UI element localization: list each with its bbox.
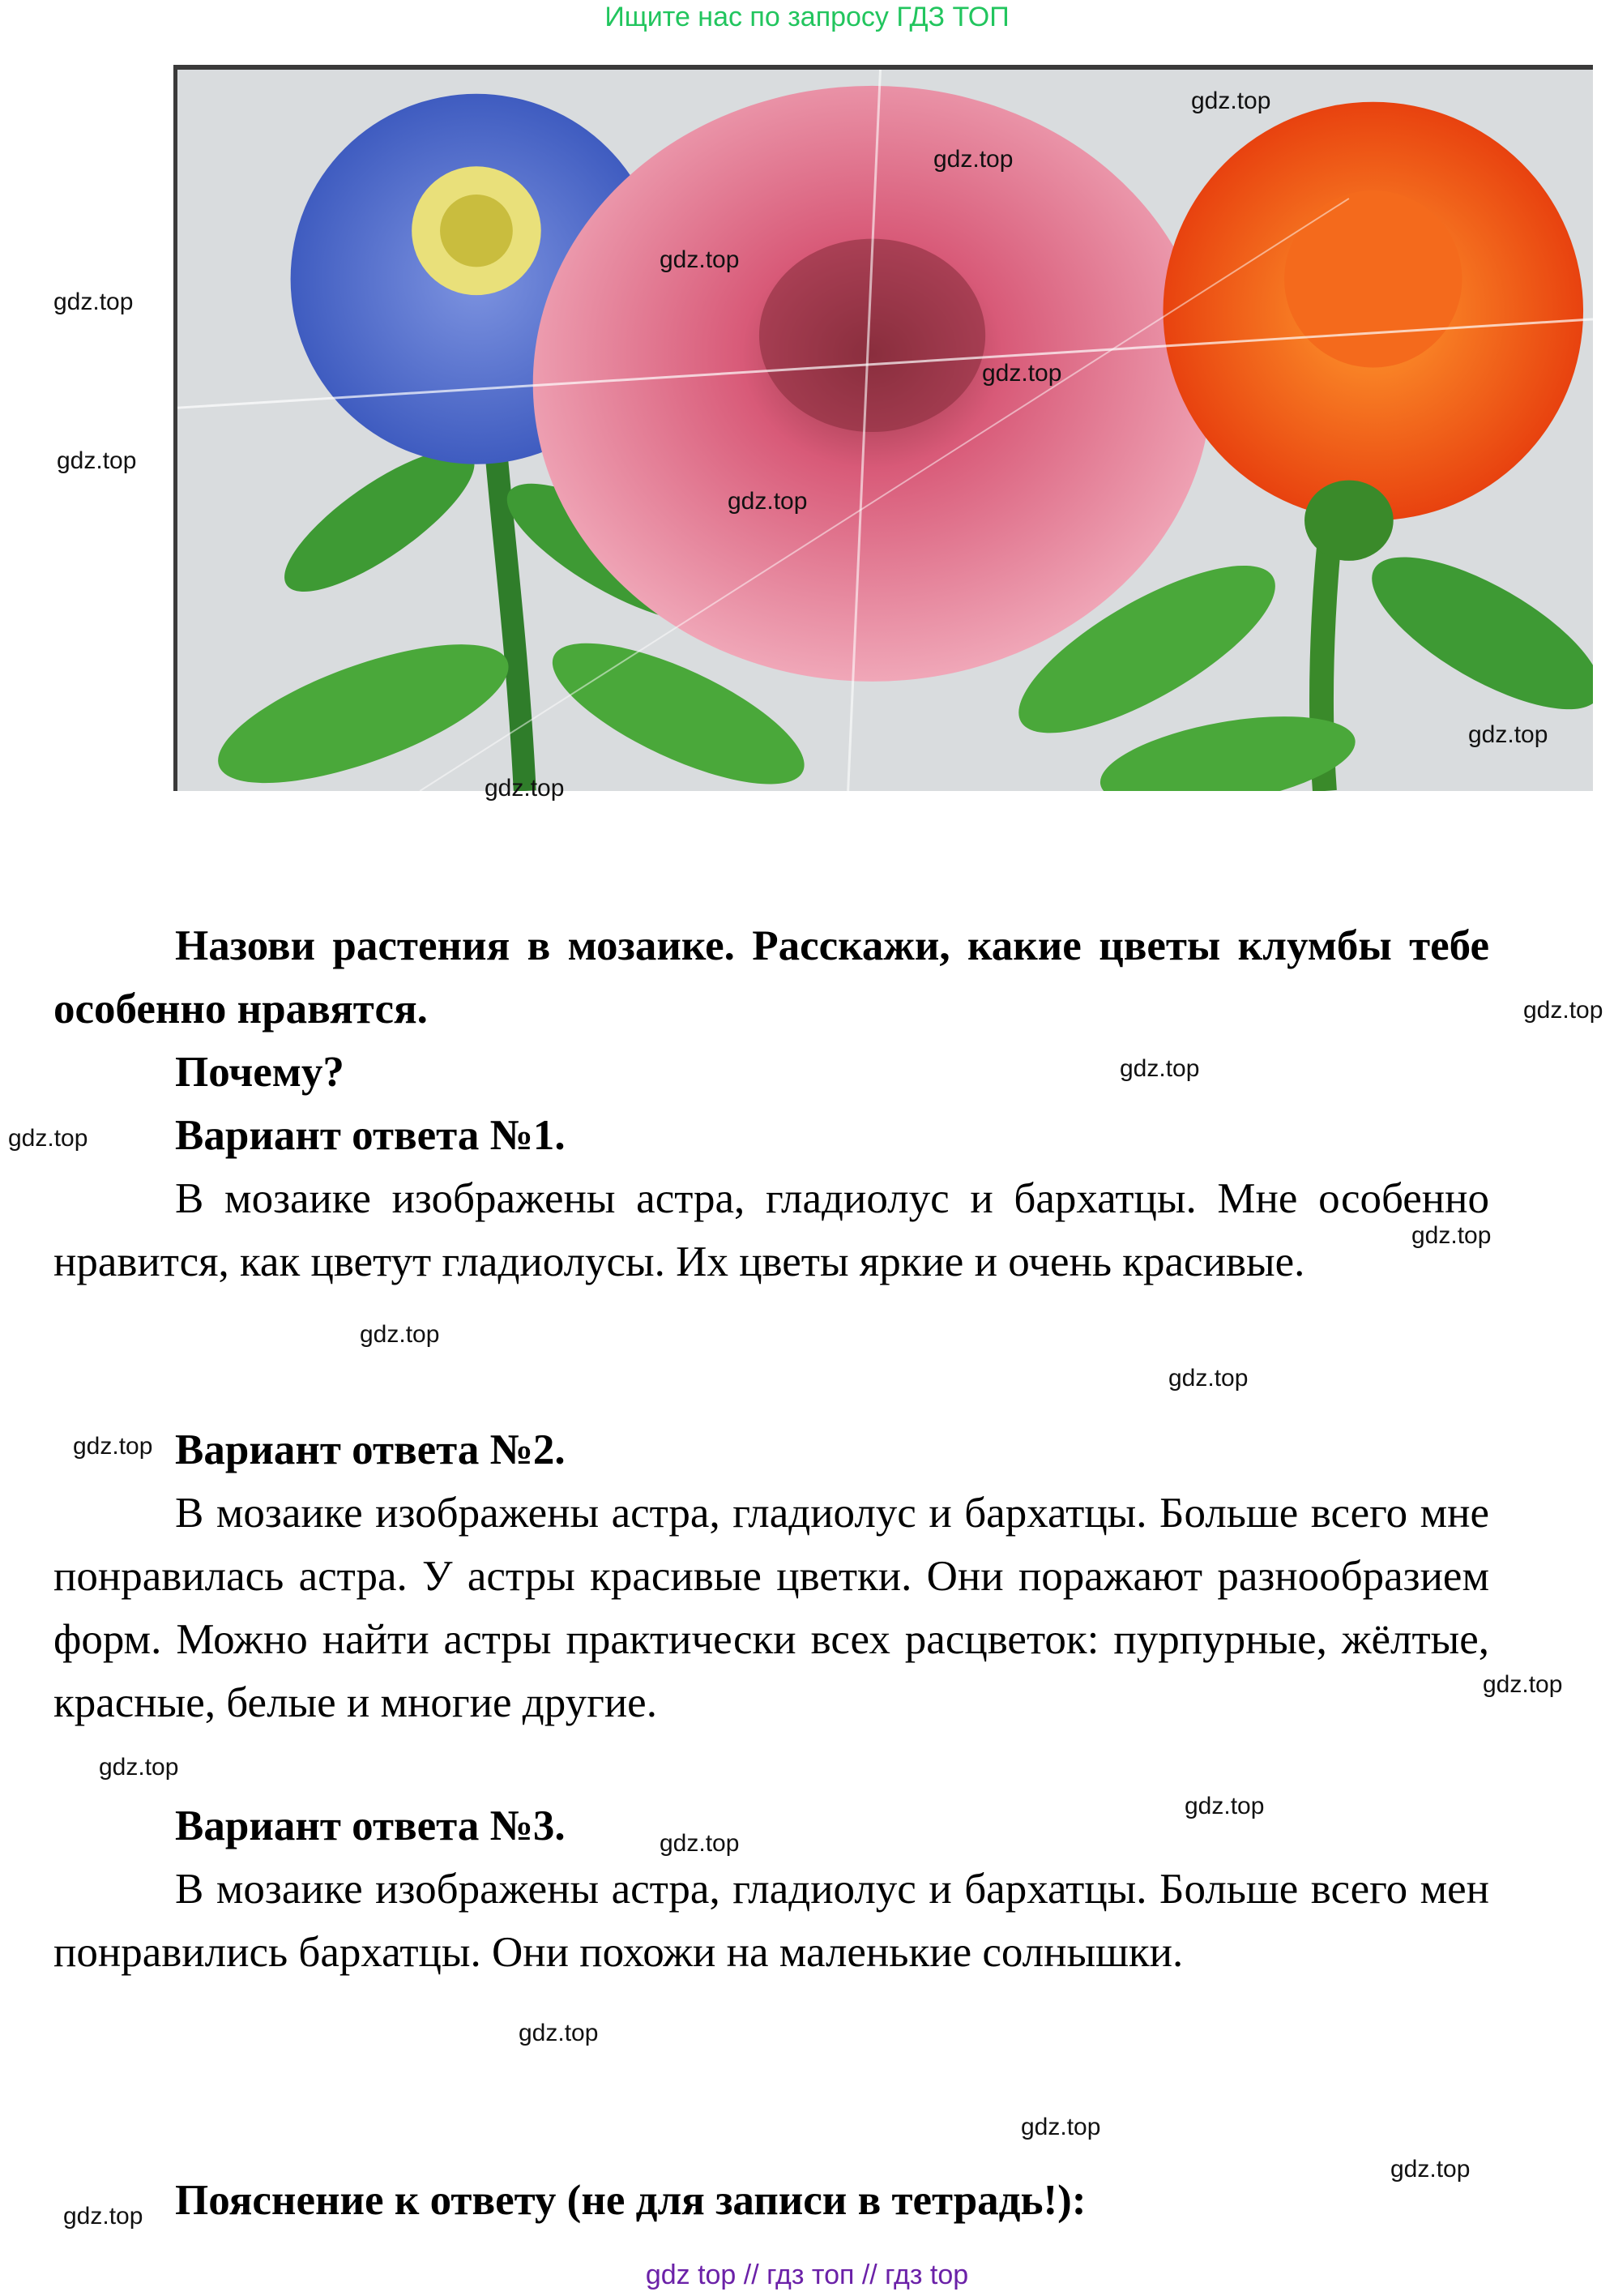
question-text: Назови растения в мозаике. Расскажи, какие цветы клумбы тебе особенно нравятся. [53,922,1489,1033]
top-banner: Ищите нас по запросу ГДЗ ТОП [604,2,1010,32]
watermark: gdz.top [1468,721,1548,748]
watermark: gdz.top [1390,2156,1471,2183]
watermark: gdz.top [99,1754,179,1781]
answer-1-title: Вариант ответа №1. [175,1112,566,1159]
watermark: gdz.top [1021,2114,1101,2140]
watermark: gdz.top [1411,1222,1492,1249]
watermark: gdz.top [63,2203,143,2230]
watermark: gdz.top [1483,1671,1563,1698]
answer-3-title: Вариант ответа №3. [175,1802,566,1849]
watermark: gdz.top [1120,1055,1200,1082]
watermark: gdz.top [728,488,808,515]
footer-links[interactable]: gdz top // гдз топ // гдз top [645,2260,969,2290]
watermark: gdz.top [73,1433,153,1460]
watermark: gdz.top [933,146,1014,173]
watermark: gdz.top [53,289,134,315]
watermark: gdz.top [1523,997,1603,1024]
answer-2-title: Вариант ответа №2. [175,1426,566,1473]
answer-3-text: В мозаике изображены астра, гладиолус и бархатцы. Больше всего мен понравились бархатцы. Они похожи на маленькие солнышки. [53,1866,1489,1976]
watermark: gdz.top [360,1321,440,1348]
watermark: gdz.top [519,2020,599,2046]
watermark: gdz.top [660,1830,740,1857]
answer-1-text: В мозаике изображены астра, гладиолус и бархатцы. Мне особенно нравится, как цветут гладиолусы. Их цветы яркие и очень красивые. [53,1175,1489,1285]
flower-mosaic-image [173,65,1593,791]
explanation-title: Пояснение к ответу (не для записи в тетрадь!): [175,2177,1087,2224]
watermark: gdz.top [1185,1793,1265,1819]
question-why: Почему? [175,1049,344,1096]
watermark: gdz.top [1191,88,1271,114]
watermark: gdz.top [485,775,565,802]
watermark: gdz.top [660,246,740,273]
watermark: gdz.top [57,447,137,474]
watermark: gdz.top [8,1125,88,1152]
watermark: gdz.top [1168,1365,1249,1392]
watermark: gdz.top [982,360,1062,387]
flower-mosaic-drawing [177,70,1593,791]
answer-2-text: В мозаике изображены астра, гладиолус и бархатцы. Больше всего мне понравилась астра. У астры красивые цветки. Они поражают разнообразием форм. Можно найти астры практически всех расцветок: пурпурные, жёлтые, красные, белые и многие другие. [53,1490,1489,1726]
